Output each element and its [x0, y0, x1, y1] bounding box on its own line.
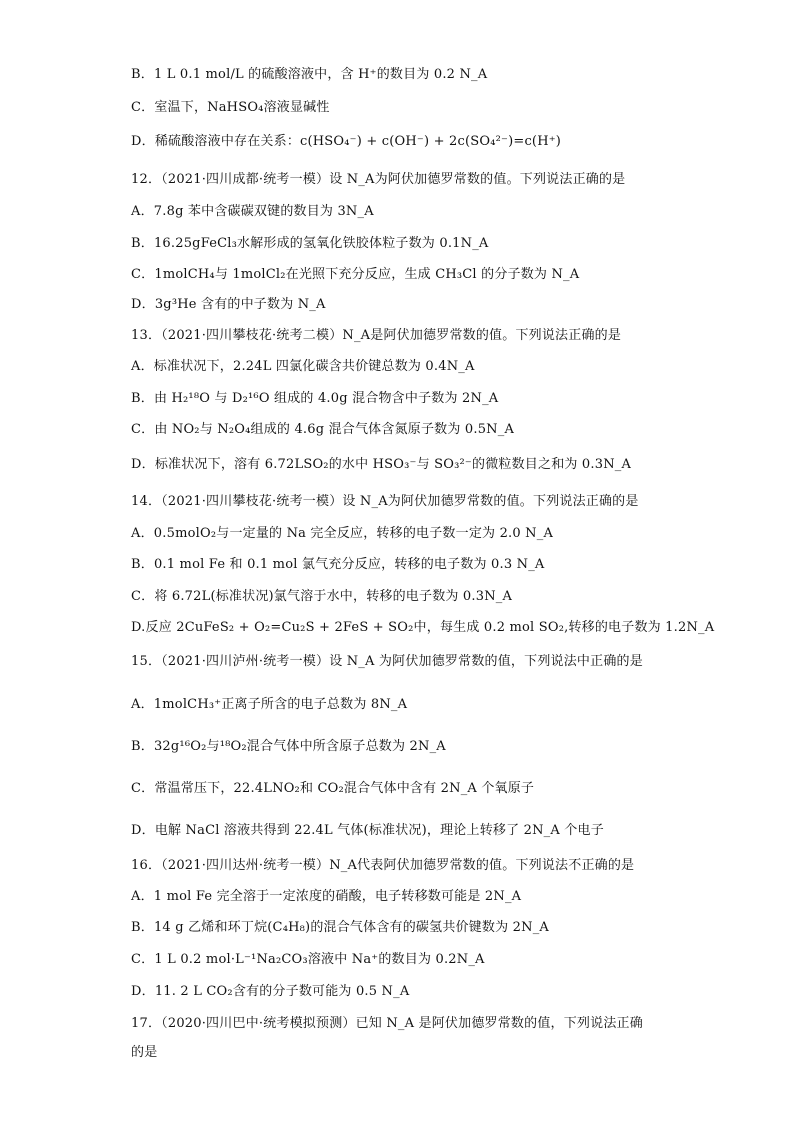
question-16: 16．（2021·四川达州·统考一模）N_A代表阿伏加德罗常数的值。下列说法不正确的是 — [131, 858, 635, 873]
question-15: 15．（2021·四川泸州·统考一模）设 N_A 为阿伏加德罗常数的值，下列说法中正确的是 — [131, 654, 643, 669]
option-d-q15: D．电解 NaCl 溶液共得到 22.4L 气体(标准状况)，理论上转移了 2N_A 个电子 — [131, 823, 604, 838]
option-d-q12: D．3g³He 含有的中子数为 N_A — [131, 297, 326, 312]
question-13: 13．（2021·四川攀枝花·统考二模）N_A是阿伏加德罗常数的值。下列说法正确的是 — [131, 328, 622, 343]
option-b-q11: B．1 L 0.1 mol/L 的硫酸溶液中，含 H⁺的数目为 0.2 N_A — [131, 67, 488, 82]
option-c-q14: C．将 6.72L(标准状况)氯气溶于水中，转移的电子数为 0.3N_A — [131, 589, 513, 604]
option-c-q16: C．1 L 0.2 mol·L⁻¹Na₂CO₃溶液中 Na⁺的数目为 0.2N_A — [131, 952, 485, 967]
option-b-q14: B．0.1 mol Fe 和 0.1 mol 氯气充分反应，转移的电子数为 0.3 N_A — [131, 557, 545, 572]
option-b-q15: B．32g¹⁶O₂与¹⁸O₂混合气体中所含原子总数为 2N_A — [131, 739, 446, 754]
option-d-q14: D.反应 2CuFeS₂ + O₂=Cu₂S + 2FeS + SO₂中，每生成 0.2 mol SO₂,转移的电子数为 1.2N_A — [131, 620, 715, 635]
option-b-q16: B．14 g 乙烯和环丁烷(C₄H₈)的混合气体含有的碳氢共价键数为 2N_A — [131, 920, 549, 935]
option-d-q13: D．标准状况下，溶有 6.72LSO₂的水中 HSO₃⁻与 SO₃²⁻的微粒数目之和为 0.3N_A — [131, 457, 632, 472]
option-b-q13: B．由 H₂¹⁸O 与 D₂¹⁶O 组成的 4.0g 混合物含中子数为 2N_A — [131, 391, 499, 406]
question-17: 17．（2020·四川巴中·统考模拟预测）已知 N_A 是阿伏加德罗常数的值，下列说法正确 — [131, 1016, 643, 1031]
option-c-q15: C．常温常压下，22.4LNO₂和 CO₂混合气体中含有 2N_A 个氧原子 — [131, 781, 535, 796]
option-c-q12: C．1molCH₄与 1molCl₂在光照下充分反应，生成 CH₃Cl 的分子数为 N_A — [131, 267, 580, 282]
option-a-q14: A．0.5molO₂与一定量的 Na 完全反应，转移的电子数一定为 2.0 N_A — [131, 526, 554, 541]
question-17-continued: 的是 — [131, 1045, 158, 1060]
option-d-q16: D．11. 2 L CO₂含有的分子数可能为 0.5 N_A — [131, 984, 410, 999]
question-12: 12．（2021·四川成都·统考一模）设 N_A为阿伏加德罗常数的值。下列说法正确的是 — [131, 172, 626, 187]
question-14: 14．（2021·四川攀枝花·统考一模）设 N_A为阿伏加德罗常数的值。下列说法正确的是 — [131, 494, 639, 509]
option-a-q12: A．7.8g 苯中含碳碳双键的数目为 3N_A — [131, 204, 374, 219]
option-a-q15: A．1molCH₃⁺正离子所含的电子总数为 8N_A — [131, 697, 408, 712]
option-c-q11: C．室温下，NaHSO₄溶液显碱性 — [131, 100, 330, 115]
option-a-q16: A．1 mol Fe 完全溶于一定浓度的硝酸，电子转移数可能是 2N_A — [131, 889, 522, 904]
option-c-q13: C．由 NO₂与 N₂O₄组成的 4.6g 混合气体含氮原子数为 0.5N_A — [131, 422, 515, 437]
option-b-q12: B．16.25gFeCl₃水解形成的氢氧化铁胶体粒子数为 0.1N_A — [131, 236, 489, 251]
option-a-q13: A．标准状况下，2.24L 四氯化碳含共价键总数为 0.4N_A — [131, 359, 475, 374]
option-d-q11: D．稀硫酸溶液中存在关系：c(HSO₄⁻) + c(OH⁻) + 2c(SO₄²⁻)=c(H⁺) — [131, 134, 562, 149]
